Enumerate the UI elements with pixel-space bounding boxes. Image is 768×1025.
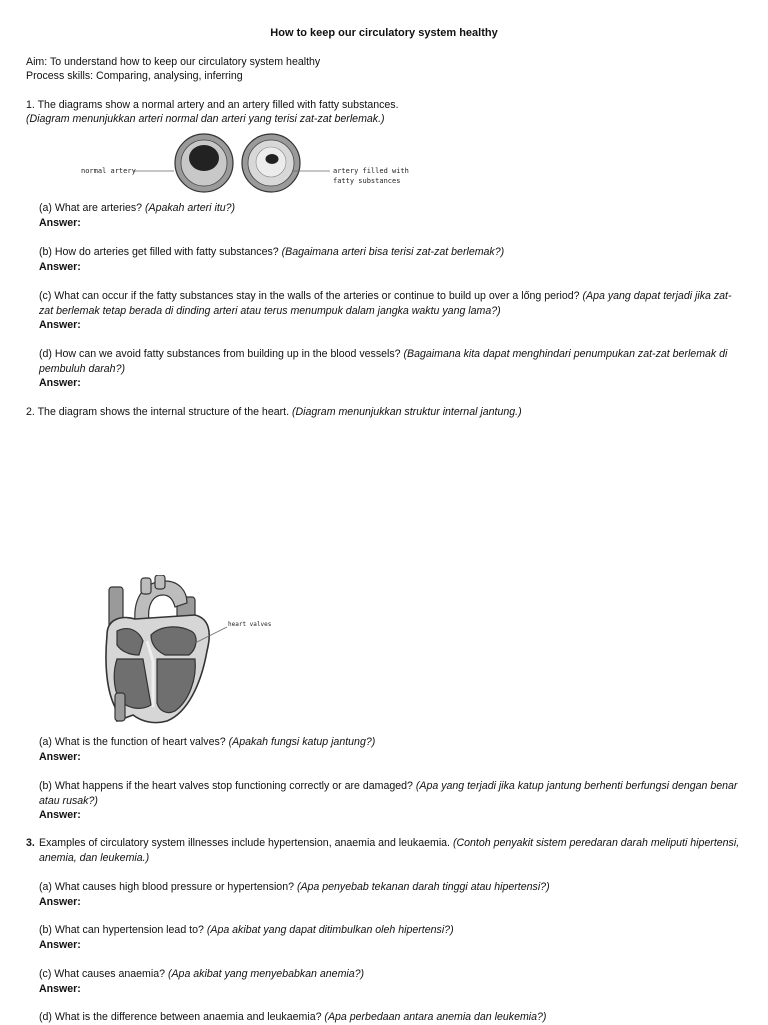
q3b-question: (b) What can hypertension lead to? (Apa akibat yang dapat ditimbulkan oleh hipertensi?) — [39, 924, 454, 936]
q1-translation: (Diagram menunjukkan arteri normal dan arteri yang terisi zat-zat berlemak.) — [26, 113, 385, 125]
heart-drawing — [106, 575, 209, 723]
q3-number: 3. — [26, 837, 35, 849]
aim-text: Aim: To understand how to keep our circulatory system healthy — [26, 56, 321, 68]
heart-diagram — [95, 575, 275, 725]
heart-valves-label: heart valves — [228, 621, 272, 628]
q1a-answer-label: Answer: — [39, 217, 81, 229]
q3-text: Examples of circulatory system illnesses include hypertension, anaemia and leukaemia. (Contoh penyakit sistem peredaran darah meliputi hipertensi, anemia, dan leukemia.) — [39, 837, 740, 864]
blocked-artery-label-1: artery filled with — [333, 167, 409, 175]
q3c-answer-label: Answer: — [39, 983, 81, 995]
q1c-question: (c) What can occur if the fatty substances stay in the walls of the arteries or continue to build up over a lőng period? (Apa yang dapat terjadi jika zat-zat berlemak tetap berada di dinding arteri atau terus menumpuk dalam jangka waktu yang lama?) — [39, 290, 732, 317]
normal-artery-label: normal artery — [81, 167, 136, 175]
blocked-artery-label-2: fatty substances — [333, 177, 401, 185]
q2b-answer-label: Answer: — [39, 809, 81, 821]
page-title: How to keep our circulatory system healthy — [270, 27, 498, 39]
q1c-answer-label: Answer: — [39, 319, 81, 331]
q1d-question: (d) How can we avoid fatty substances from building up in the blood vessels? (Bagaimana kita dapat menghindari penumpukan zat-zat berlemak di pembuluh darah?) — [39, 348, 728, 375]
q3d-question: (d) What is the difference between anaemia and leukaemia? (Apa perbedaan antara anemia dan leukemia?) — [39, 1011, 547, 1023]
q3c-question: (c) What causes anaemia? (Apa akibat yang menyebabkan anemia?) — [39, 968, 365, 980]
q2b-question: (b) What happens if the heart valves stop functioning correctly or are damaged? (Apa yang terjadi jika katup jantung berhenti berfungsi dengan benar atau rusak?) — [39, 780, 738, 807]
q2a-question: (a) What is the function of heart valves? (Apakah fungsi katup jantung?) — [39, 736, 376, 748]
normal-artery-drawing — [175, 134, 233, 192]
q1d-answer-label: Answer: — [39, 377, 81, 389]
q3b-answer-label: Answer: — [39, 939, 81, 951]
blocked-artery-drawing — [242, 134, 300, 192]
q2-text: 2. The diagram shows the internal structure of the heart. (Diagram menunjukkan struktur internal jantung.) — [26, 406, 522, 418]
process-skills-text: Process skills: Comparing, analysing, inferring — [26, 70, 243, 82]
q1-text: 1. The diagrams show a normal artery and an artery filled with fatty substances. — [26, 99, 399, 111]
q1b-question: (b) How do arteries get filled with fatty substances? (Bagaimana arteri bisa terisi zat-zat berlemak?) — [39, 246, 505, 258]
q3a-answer-label: Answer: — [39, 896, 81, 908]
q1a-question: (a) What are arteries? (Apakah arteri itu?) — [39, 202, 236, 214]
q2a-answer-label: Answer: — [39, 751, 81, 763]
q3a-question: (a) What causes high blood pressure or hypertension? (Apa penyebab tekanan darah tinggi atau hipertensi?) — [39, 881, 550, 893]
q1b-answer-label: Answer: — [39, 261, 81, 273]
